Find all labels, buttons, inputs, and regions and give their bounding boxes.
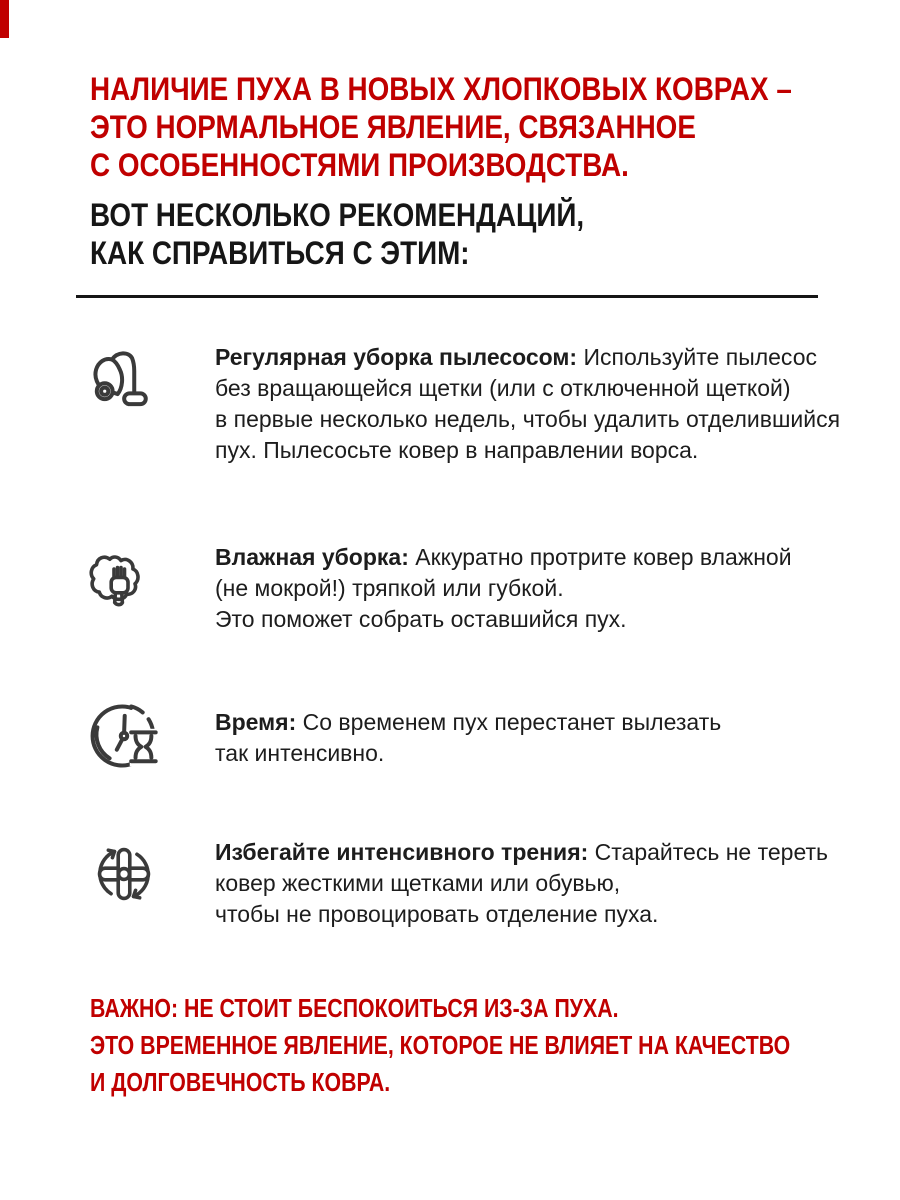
tip-lead: Регулярная уборка пылесосом:: [215, 344, 578, 370]
hand-wiping-icon: [86, 540, 156, 626]
tip-time: [215, 707, 875, 769]
tip-line: Регулярная уборка пылесосом: Используйте пылесос: [215, 344, 817, 370]
subtitle-line: КАК СПРАВИТЬСЯ С ЭТИМ:: [90, 235, 470, 271]
subtitle-line: ВОТ НЕСКОЛЬКО РЕКОМЕНДАЦИЙ,: [90, 197, 585, 233]
tip-line: (не мокрой!) тряпкой или губкой.: [215, 575, 564, 601]
footer-line: ЭТО ВРЕМЕННОЕ ЯВЛЕНИЕ, КОТОРОЕ НЕ ВЛИЯЕТ НА КАЧЕСТВО: [90, 1030, 791, 1060]
footer-line: И ДОЛГОВЕЧНОСТЬ КОВРА.: [90, 1067, 391, 1097]
tip-line: Время: Со временем пух перестанет вылезать: [215, 709, 722, 735]
tip-line: Это поможет собрать оставшийся пух.: [215, 606, 627, 632]
page-subtitle: [90, 196, 838, 272]
tip-line: Избегайте интенсивного трения: Старайтесь не тереть: [215, 839, 829, 865]
tip-line: без вращающейся щетки (или с отключенной щеткой): [215, 375, 791, 401]
tip-lead: Избегайте интенсивного трения:: [215, 839, 589, 865]
tip-line: чтобы не провоцировать отделение пуха.: [215, 901, 659, 927]
title-line: ЭТО НОРМАЛЬНОЕ ЯВЛЕНИЕ, СВЯЗАННОЕ: [90, 109, 696, 145]
tip-regular-vacuuming: [215, 342, 875, 466]
no-rubbing-icon: [90, 838, 158, 910]
tip-line: в первые несколько недель, чтобы удалить отделившийся: [215, 406, 841, 432]
tip-damp-cleaning: [215, 542, 875, 635]
footer-line: ВАЖНО: НЕ СТОИТ БЕСПОКОИТЬСЯ ИЗ-ЗА ПУХА.: [90, 993, 619, 1023]
tip-lead: Влажная уборка:: [215, 544, 409, 570]
tip-avoid-friction: [215, 837, 875, 930]
tip-line: так интенсивно.: [215, 740, 385, 766]
tip-line: ковер жесткими щетками или обувью,: [215, 870, 621, 896]
footer-note: [90, 990, 795, 1101]
clock-hourglass-icon: [86, 700, 162, 772]
title-line: НАЛИЧИЕ ПУХА В НОВЫХ ХЛОПКОВЫХ КОВРАХ –: [90, 71, 792, 107]
tip-line: пух. Пылесосьте ковер в направлении ворса.: [215, 437, 699, 463]
vacuum-cleaner-icon: [86, 344, 158, 424]
title-line: С ОСОБЕННОСТЯМИ ПРОИЗВОДСТВА.: [90, 147, 629, 183]
divider-rule: [76, 295, 818, 298]
page-title: [90, 70, 838, 184]
red-corner-mark: [0, 0, 9, 38]
tip-line: Влажная уборка: Аккуратно протрите ковер влажной: [215, 544, 792, 570]
tip-lead: Время:: [215, 709, 297, 735]
